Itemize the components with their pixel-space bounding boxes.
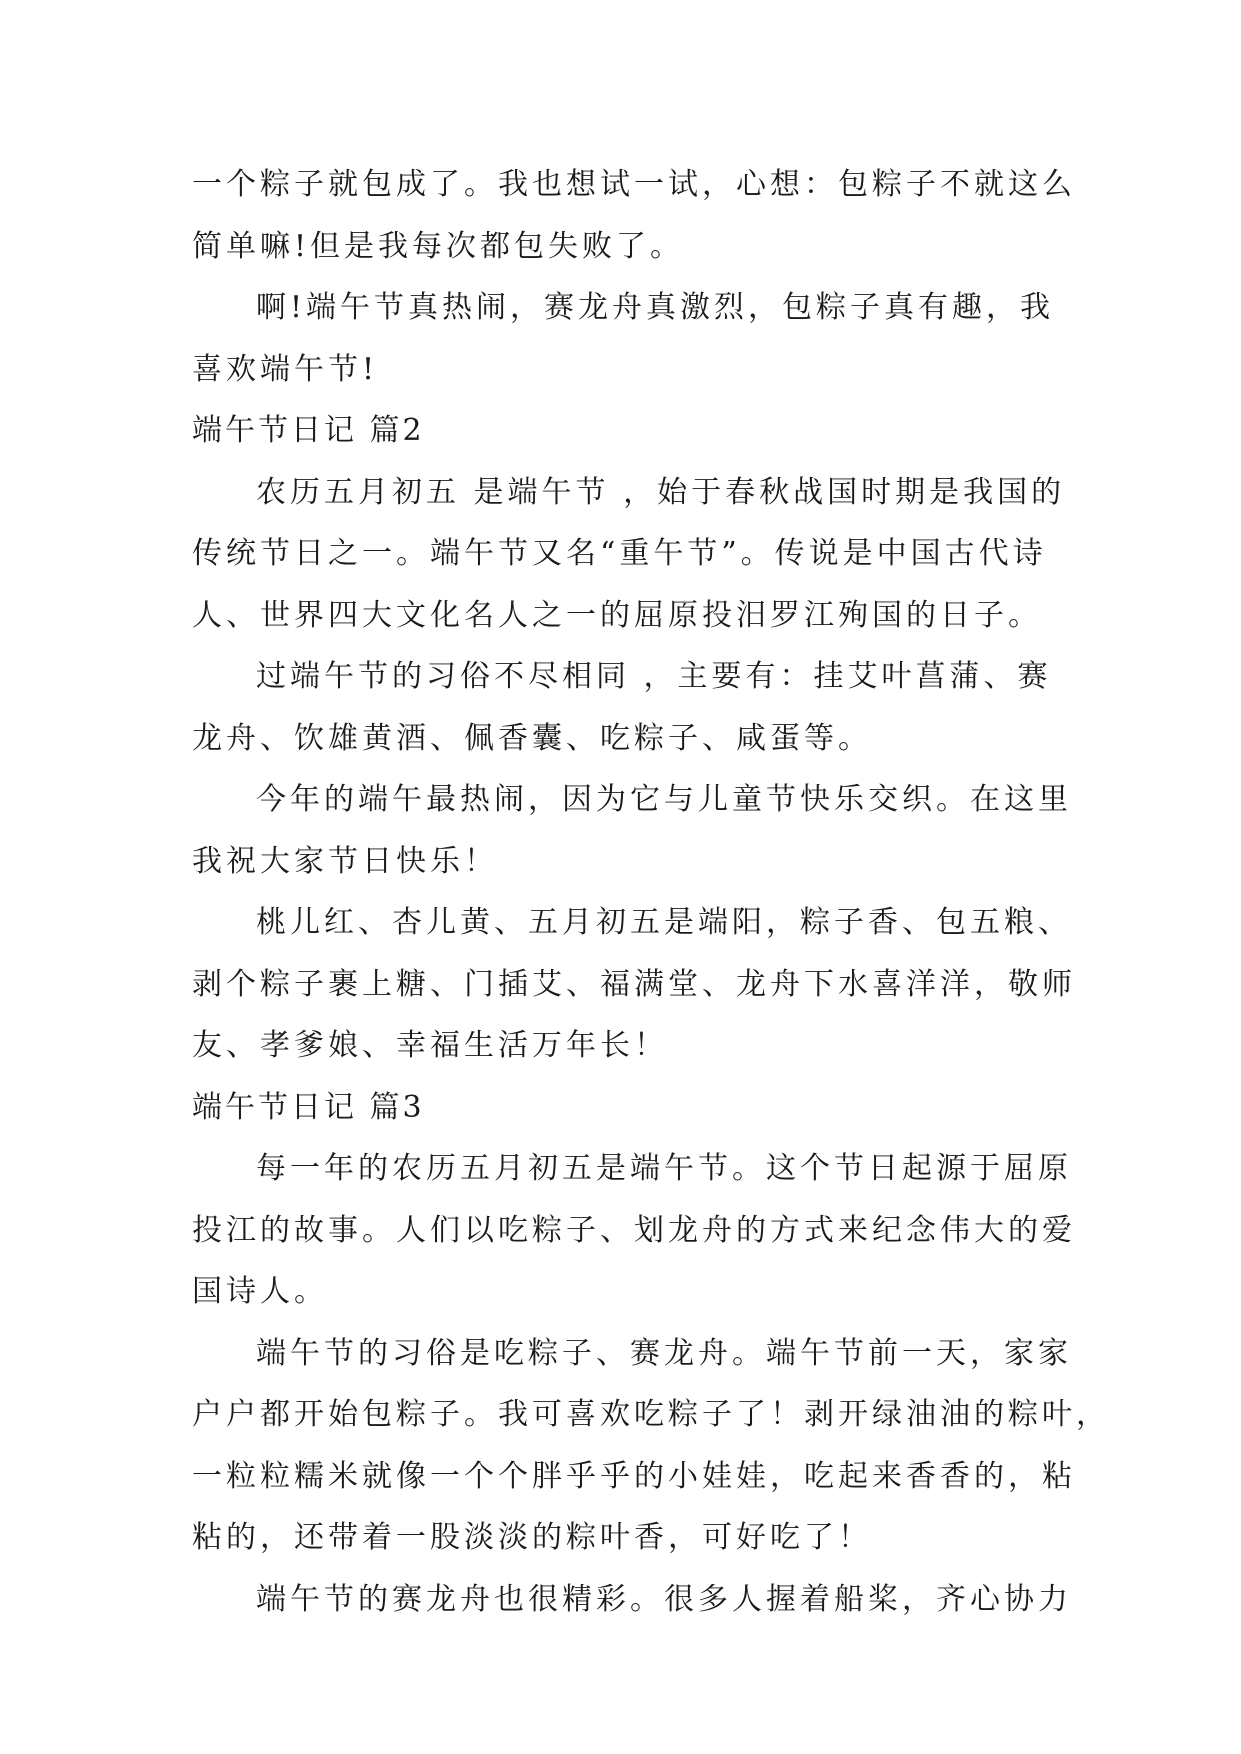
paragraph-line: 过端午节的习俗不尽相同 ，主要有：挂艾叶菖蒲、赛 <box>256 659 1052 694</box>
paragraph-line: 户户都开始包粽子。我可喜欢吃粽子了！剥开绿油油的粽叶， <box>192 1397 1110 1432</box>
paragraph-line: 喜欢端午节! <box>192 351 379 387</box>
paragraph-line: 剥个粽子裹上糖、门插艾、福满堂、龙舟下水喜洋洋，敬师 <box>192 966 1076 1002</box>
section-heading-2: 端午节日记 篇2 <box>192 413 425 448</box>
paragraph-line: 一粒粒糯米就像一个个胖乎乎的小娃娃，吃起来香香的，粘 <box>192 1458 1076 1494</box>
paragraph-line: 桃儿红、杏儿黄、五月初五是端阳，粽子香、包五粮、 <box>256 905 1072 940</box>
paragraph-line: 龙舟、饮雄黄酒、佩香囊、吃粽子、咸蛋等。 <box>192 720 872 756</box>
paragraph-line: 每一年的农历五月初五是端午节。这个节日起源于屈原 <box>256 1151 1072 1186</box>
paragraph-line: 人、世界四大文化名人之一的屈原投汨罗江殉国的日子。 <box>192 597 1042 633</box>
paragraph-line: 简单嘛!但是我每次都包失败了。 <box>192 228 685 264</box>
paragraph-line: 啊!端午节真热闹，赛龙舟真激烈，包粽子真有趣，我 <box>256 290 1055 325</box>
paragraph-line: 友、孝爹娘、幸福生活万年长！ <box>192 1028 668 1063</box>
paragraph-line: 端午节的习俗是吃粽子、赛龙舟。端午节前一天，家家 <box>256 1335 1072 1371</box>
paragraph-line: 我祝大家节日快乐！ <box>192 843 498 879</box>
paragraph-line: 一个粽子就包成了。我也想试一试，心想：包粽子不就这么 <box>192 167 1076 202</box>
paragraph-line: 农历五月初五 是端午节 ，始于春秋战国时期是我国的 <box>256 474 1066 510</box>
paragraph-line: 投江的故事。人们以吃粽子、划龙舟的方式来纪念伟大的爱 <box>192 1212 1076 1248</box>
paragraph-line: 传统节日之一。端午节又名“重午节”。传说是中国古代诗 <box>192 536 1047 571</box>
document-body <box>192 154 1110 1630</box>
paragraph-line: 端午节的赛龙舟也很精彩。很多人握着船桨，齐心协力 <box>256 1581 1072 1617</box>
paragraph-line: 今年的端午最热闹，因为它与儿童节快乐交织。在这里 <box>256 782 1072 817</box>
section-heading-3: 端午节日记 篇3 <box>192 1089 425 1125</box>
paragraph-line: 粘的，还带着一股淡淡的粽叶香，可好吃了！ <box>192 1520 872 1555</box>
paragraph-line: 国诗人。 <box>192 1274 328 1309</box>
